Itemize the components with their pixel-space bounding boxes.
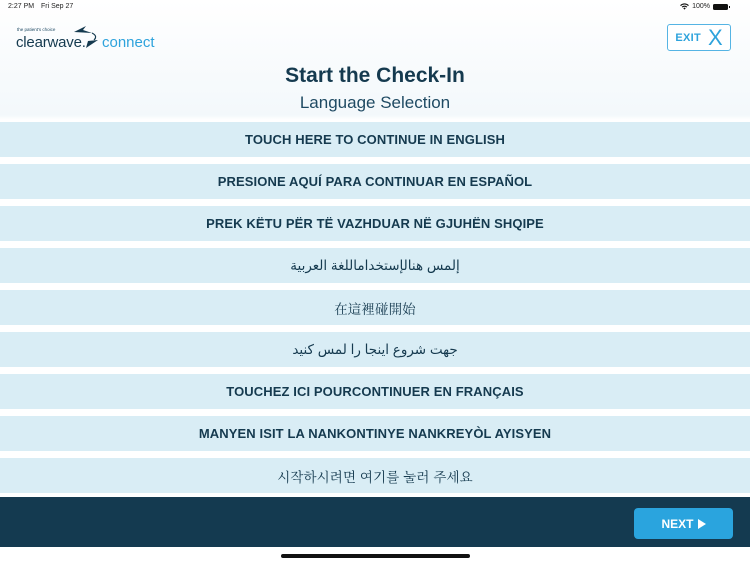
home-indicator[interactable] (281, 554, 470, 558)
next-label: NEXT (661, 516, 694, 531)
language-option-albanian[interactable]: PREK KËTU PËR TË VAZHDUAR NË GJUHËN SHQIPE (0, 206, 750, 241)
language-option-farsi[interactable]: جهت شروع اینجا را لمس کنید (0, 332, 750, 367)
page-subtitle: Language Selection (299, 93, 451, 112)
page-title: Start the Check-In (285, 64, 465, 87)
language-option-english[interactable]: TOUCH HERE TO CONTINUE IN ENGLISH (0, 122, 750, 157)
play-arrow-icon (698, 519, 706, 529)
battery-percent: 100% (692, 3, 710, 10)
footer-bar (0, 497, 750, 547)
next-button[interactable] (634, 508, 733, 539)
logo-brand: clearwave. (16, 34, 86, 51)
clearwave-logo (16, 24, 161, 52)
status-time: 2:27 PM (8, 3, 35, 10)
language-option-chinese[interactable]: 在這裡碰開始 (0, 290, 750, 325)
close-icon: X (707, 24, 723, 50)
status-date: Fri Sep 27 (41, 3, 74, 10)
language-option-korean[interactable]: 시작하시려면 여기를 눌러 주세요 (0, 458, 750, 493)
wifi-icon (680, 3, 689, 10)
exit-label: EXIT (675, 31, 701, 44)
logo-wave-icon (72, 24, 102, 50)
language-list (0, 122, 750, 500)
exit-button[interactable] (667, 24, 731, 51)
logo-tagline: the patient's choice (17, 27, 56, 32)
status-right (680, 3, 728, 10)
battery-icon (713, 4, 728, 10)
language-option-spanish[interactable]: PRESIONE AQUÍ PARA CONTINUAR EN ESPAÑOL (0, 164, 750, 199)
language-option-arabic[interactable]: إلمس هنالإستخداماللغة العربية (0, 248, 750, 283)
status-bar (0, 0, 750, 14)
logo-product: connect (102, 34, 155, 51)
language-option-haitian-creole[interactable]: MANYEN ISIT LA NANKONTINYE NANKREYÒL AYISYEN (0, 416, 750, 451)
language-option-french[interactable]: TOUCHEZ ICI POURCONTINUER EN FRANÇAIS (0, 374, 750, 409)
